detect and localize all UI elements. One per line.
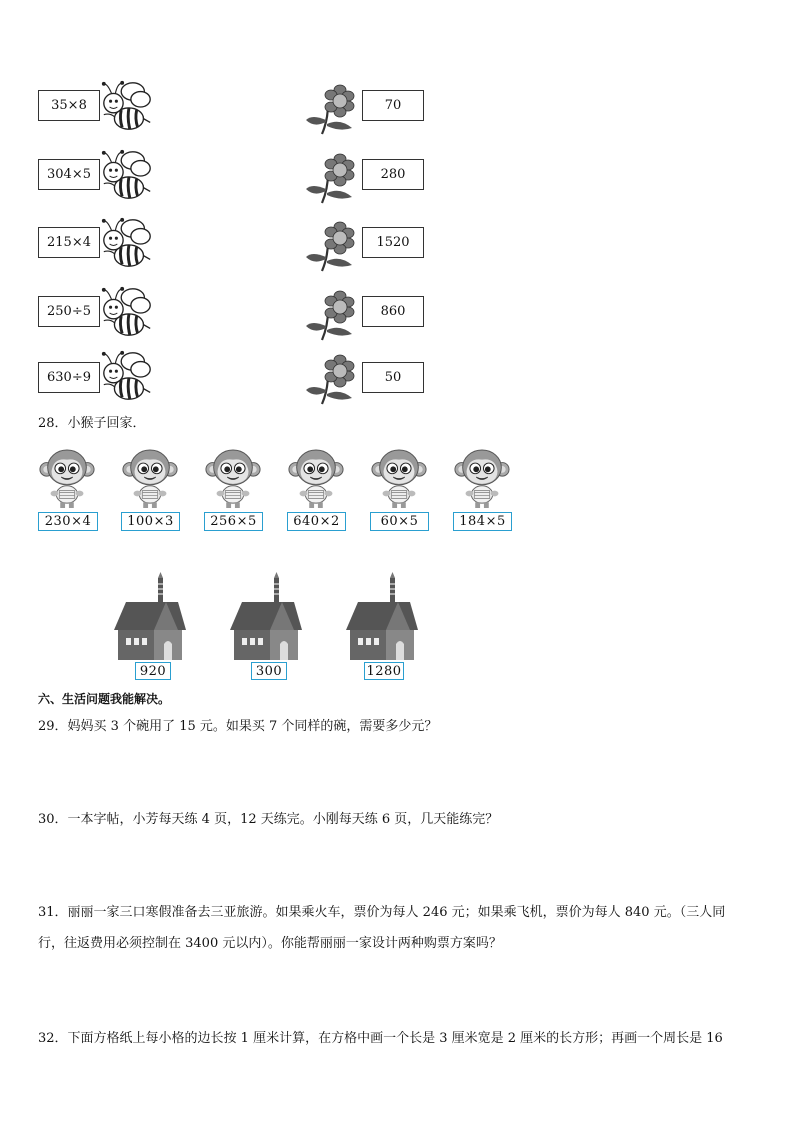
monkey-icon (121, 448, 179, 510)
bee-expression-box[interactable] (38, 362, 100, 393)
monkey-expression-box[interactable] (453, 512, 512, 531)
flower-answer: 280 (380, 167, 406, 182)
bee-expression-box[interactable] (38, 159, 100, 190)
flower-answer-box[interactable] (362, 296, 424, 327)
question-31-line-1: 31．丽丽一家三口寒假准备去三亚旅游。如果乘火车，票价为每人 246 元；如果乘飞机，票价为每人 840 元。（三人同 (38, 905, 726, 920)
flower-icon (304, 286, 360, 342)
flower-answer-box[interactable] (362, 90, 424, 121)
bee-expression: 304×5 (47, 167, 91, 182)
bee-icon (98, 78, 156, 136)
question-31-line-2: 行，往返费用必须控制在 3400 元以内）。你能帮丽丽一家设计两种购票方案吗？ (38, 936, 502, 951)
monkey-expression: 230×4 (44, 514, 92, 529)
bee-icon (98, 215, 156, 273)
bee-expression-box[interactable] (38, 90, 100, 121)
house-icon (114, 572, 186, 662)
flower-answer: 860 (380, 304, 406, 319)
section-6-heading: 六、生活问题我能解决。 (38, 692, 171, 706)
flower-answer: 70 (384, 98, 402, 113)
monkey-expression: 60×5 (380, 514, 419, 529)
house-number-box[interactable] (135, 662, 171, 680)
flower-answer-box[interactable] (362, 227, 424, 258)
question-32: 32．下面方格纸上每小格的边长按 1 厘米计算，在方格中画一个长是 3 厘米宽是 2 厘米的长方形；再画一个周长是 16 (38, 1031, 723, 1046)
bee-expression: 250÷5 (47, 304, 91, 319)
bee-expression-box[interactable] (38, 227, 100, 258)
house-number-box[interactable] (251, 662, 287, 680)
bee-icon (98, 284, 156, 342)
house-number: 1280 (366, 663, 402, 679)
monkey-expression-box[interactable] (287, 512, 346, 531)
monkey-icon (453, 448, 511, 510)
flower-icon (304, 149, 360, 205)
monkey-icon (38, 448, 96, 510)
question-28-title: 28．小猴子回家． (38, 416, 146, 431)
monkey-expression-box[interactable] (121, 512, 180, 531)
monkey-icon (287, 448, 345, 510)
monkey-expression-box[interactable] (204, 512, 263, 531)
bee-expression: 630÷9 (47, 370, 91, 385)
house-number: 300 (255, 663, 283, 679)
question-29: 29．妈妈买 3 个碗用了 15 元。如果买 7 个同样的碗，需要多少元？ (38, 719, 438, 734)
monkey-expression: 184×5 (459, 514, 506, 529)
house-icon (230, 572, 302, 662)
bee-icon (98, 348, 156, 406)
house-number: 920 (139, 663, 167, 679)
flower-icon (304, 217, 360, 273)
house-number-box[interactable] (364, 662, 404, 680)
flower-answer-box[interactable] (362, 159, 424, 190)
bee-expression: 215×4 (47, 235, 91, 250)
monkey-expression-box[interactable] (38, 512, 98, 531)
monkey-expression: 100×3 (127, 514, 174, 529)
bee-icon (98, 147, 156, 205)
monkey-icon (370, 448, 428, 510)
bee-expression: 35×8 (51, 98, 87, 113)
bee-expression-box[interactable] (38, 296, 100, 327)
monkey-expression-box[interactable] (370, 512, 429, 531)
flower-answer-box[interactable] (362, 362, 424, 393)
monkey-icon (204, 448, 262, 510)
flower-icon (304, 350, 360, 406)
flower-icon (304, 80, 360, 136)
flower-answer: 1520 (376, 235, 410, 250)
flower-answer: 50 (384, 370, 402, 385)
monkey-expression: 256×5 (210, 514, 257, 529)
monkey-expression: 640×2 (293, 514, 340, 529)
house-icon (346, 572, 418, 662)
question-30: 30．一本字帖，小芳每天练 4 页，12 天练完。小刚每天练 6 页，几天能练完？ (38, 812, 499, 827)
